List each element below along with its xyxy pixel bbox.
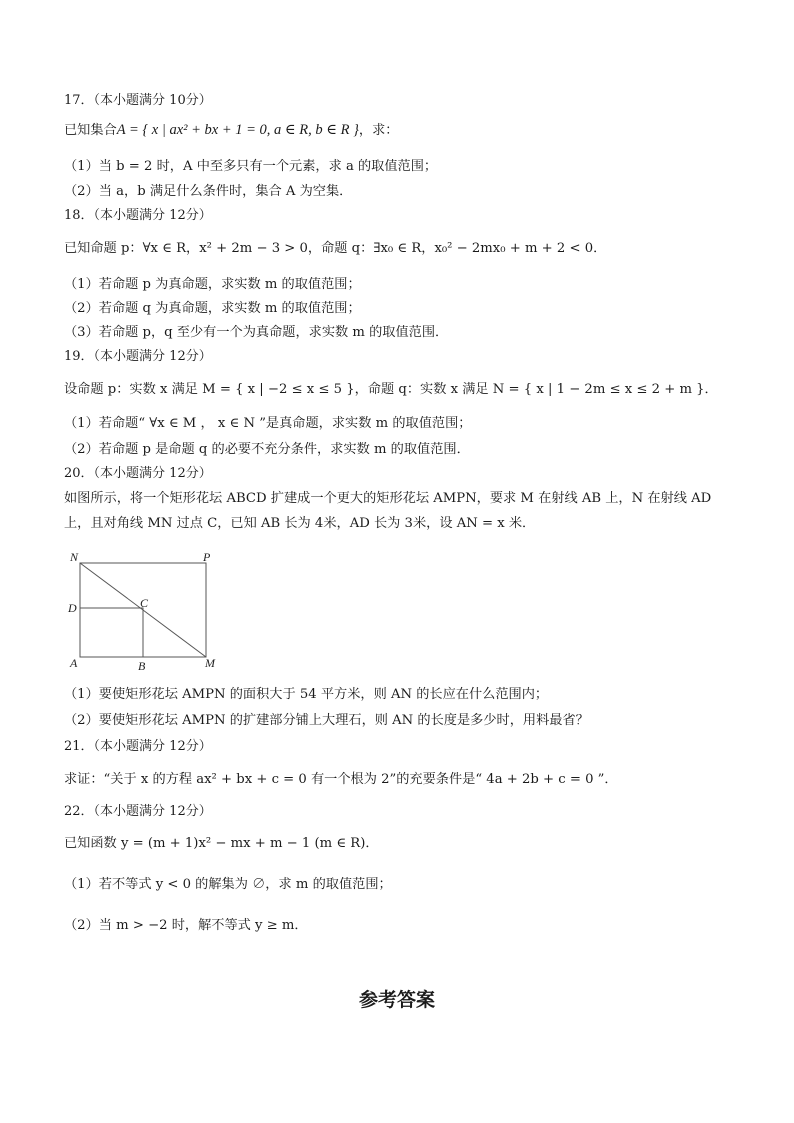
q18-part-1: （1）若命题 p 为真命题，求实数 m 的取值范围；: [64, 277, 361, 292]
q17-heading: 17．（本小题满分 10分）: [64, 93, 212, 108]
q17-set-formula: A = { x | ax² + bx + 1 = 0, a ∈ R, b ∈ R }: [116, 122, 359, 138]
q22-part-1: （1）若不等式 y < 0 的解集为 ∅，求 m 的取值范围；: [64, 877, 392, 892]
q20-rectangle-diagram: [60, 545, 230, 675]
q22-heading: 22．（本小题满分 12分）: [64, 804, 212, 819]
q19-stem: 设命题 p：实数 x 满足 M = { x | −2 ≤ x ≤ 5 }，命题 q：实数 x 满足 N = { x | 1 − 2m ≤ x ≤ 2 + m }．: [64, 382, 718, 397]
q20-stem-line-2: 上，且对角线 MN 过点 C，已知 AB 长为 4米，AD 长为 3米，设 AN = x 米．: [64, 516, 536, 531]
q20-stem-line-1: 如图所示，将一个矩形花坛 ABCD 扩建成一个更大的矩形花坛 AMPN，要求 M 在射线 AB 上，N 在射线 AD: [64, 491, 712, 506]
q20-part-2: （2）要使矩形花坛 AMPN 的扩建部分铺上大理石，则 AN 的长度是多少时，用料最省？: [64, 713, 589, 728]
label-d: D: [68, 601, 77, 615]
q22-stem: 已知函数 y = (m + 1)x² − mx + m − 1 (m ∈ R)．: [64, 836, 379, 851]
q21-stem: 求证：“关于 x 的方程 ax² + bx + c = 0 有一个根为 2”的充要条件是“ 4a + 2b + c = 0 ”．: [64, 772, 618, 787]
q19-heading: 19．（本小题满分 12分）: [64, 349, 212, 364]
q17-stem: [64, 121, 398, 140]
q20-heading: 20．（本小题满分 12分）: [64, 466, 212, 481]
q17-part-2: （2）当 a，b 满足什么条件时，集合 A 为空集．: [64, 184, 353, 199]
label-p: P: [203, 550, 211, 564]
answer-section-title: 参考答案: [358, 989, 435, 1011]
q17-part-1: （1）当 b = 2 时，A 中至多只有一个元素，求 a 的取值范围；: [64, 159, 438, 174]
label-b: B: [138, 659, 146, 673]
label-n: N: [70, 550, 79, 564]
q20-part-1: （1）要使矩形花坛 AMPN 的面积大于 54 平方米，则 AN 的长应在什么范围内；: [64, 687, 549, 702]
label-c: C: [140, 596, 149, 610]
q19-part-2: （2）若命题 p 是命题 q 的必要不充分条件，求实数 m 的取值范围．: [64, 442, 470, 457]
q17-stem-post: ，求：: [358, 123, 399, 138]
q18-heading: 18．（本小题满分 12分）: [64, 208, 212, 223]
q18-stem: 已知命题 p：∀x ∈ R，x² + 2m − 3 > 0，命题 q：∃x₀ ∈ R，x₀² − 2mx₀ + m + 2 < 0．: [64, 241, 607, 256]
label-m: M: [205, 656, 215, 670]
inner-rectangle-abcd: [80, 608, 143, 657]
q18-part-2: （2）若命题 q 为真命题，求实数 m 的取值范围；: [64, 301, 361, 316]
q21-heading: 21．（本小题满分 12分）: [64, 739, 212, 754]
q18-part-3: （3）若命题 p，q 至少有一个为真命题，求实数 m 的取值范围．: [64, 325, 449, 340]
q19-part-1: （1）若命题“ ∀x ∈ M ， x ∈ N ”是真命题，求实数 m 的取值范围；: [64, 416, 472, 431]
q22-part-2: （2）当 m > −2 时，解不等式 y ≥ m．: [64, 918, 308, 933]
label-a: A: [70, 656, 78, 670]
q17-stem-pre: 已知集合: [64, 123, 117, 138]
